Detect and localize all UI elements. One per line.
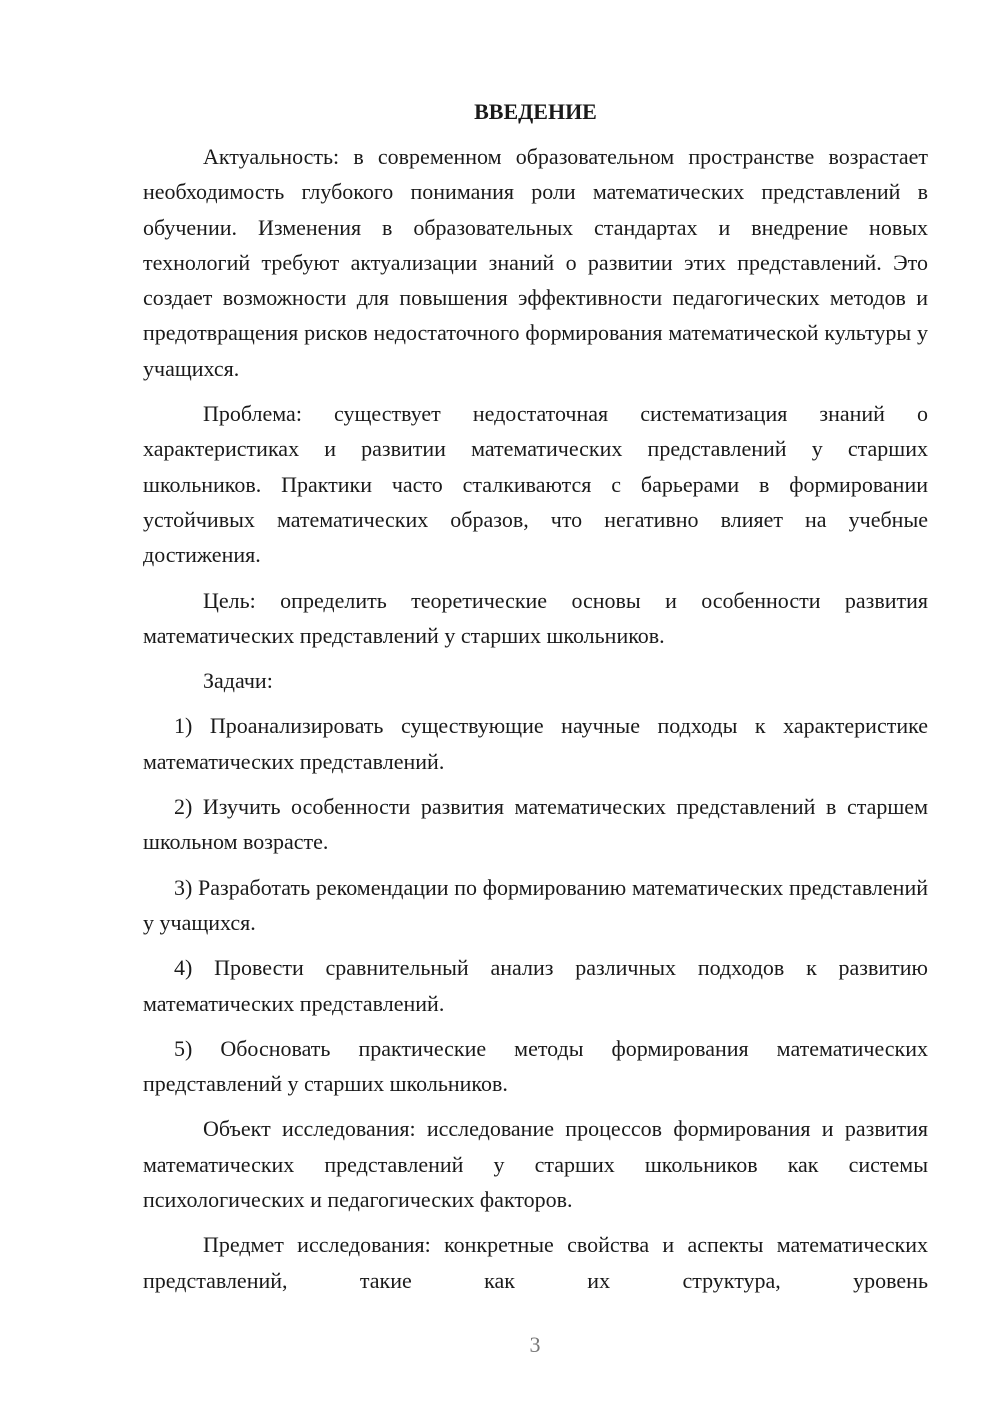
- object-paragraph: Объект исследования: исследование процессов формирования и развития математических представлений у старших школьников как системы психологических и педагогических факторов.: [143, 1116, 928, 1213]
- section-title: ВВЕДЕНИЕ: [474, 99, 597, 124]
- goal-paragraph: Цель: определить теоретические основы и особенности развития математических представлений у старших школьников.: [143, 587, 928, 648]
- task-item-4: 4) Провести сравнительный анализ различных подходов к развитию математических представлений.: [143, 955, 928, 1016]
- task-item-2: 2) Изучить особенности развития математических представлений в старшем школьном возрасте.: [143, 794, 928, 855]
- problem-paragraph: Проблема: существует недостаточная систематизация знаний о характеристиках и развитии математических представлений у старших школьников. Практики часто сталкиваются с барьерами в формировании устойчивых математических образов, что негативно влияет на учебные достижения.: [143, 401, 928, 568]
- page-number: 3: [529, 1332, 541, 1357]
- task-item-3: 3) Разработать рекомендации по формированию математических представлений у учащихся.: [143, 874, 928, 935]
- tasks-heading: Задачи:: [203, 668, 273, 694]
- task-item-5: 5) Обосновать практические методы формирования математических представлений у старших школьников.: [143, 1035, 928, 1097]
- relevance-paragraph: Актуальность: в современном образовательном пространстве возрастает необходимость глубокого понимания роли математических представлений в обучении. Изменения в образовательных стандартах и внедрение новых технологий требуют актуализации знаний о развитии этих представлений. Это создает возможности для повышения эффективности педагогических методов и предотвращения рисков недостаточного формирования математической культуры у учащихся.: [143, 144, 928, 381]
- task-item-1: 1) Проанализировать существующие научные подходы к характеристике математических представлений.: [143, 713, 928, 774]
- document-page: [143, 94, 928, 1308]
- subject-paragraph: Предмет исследования: конкретные свойства и аспекты математических представлений, такие как их структура, уровень: [143, 1232, 928, 1293]
